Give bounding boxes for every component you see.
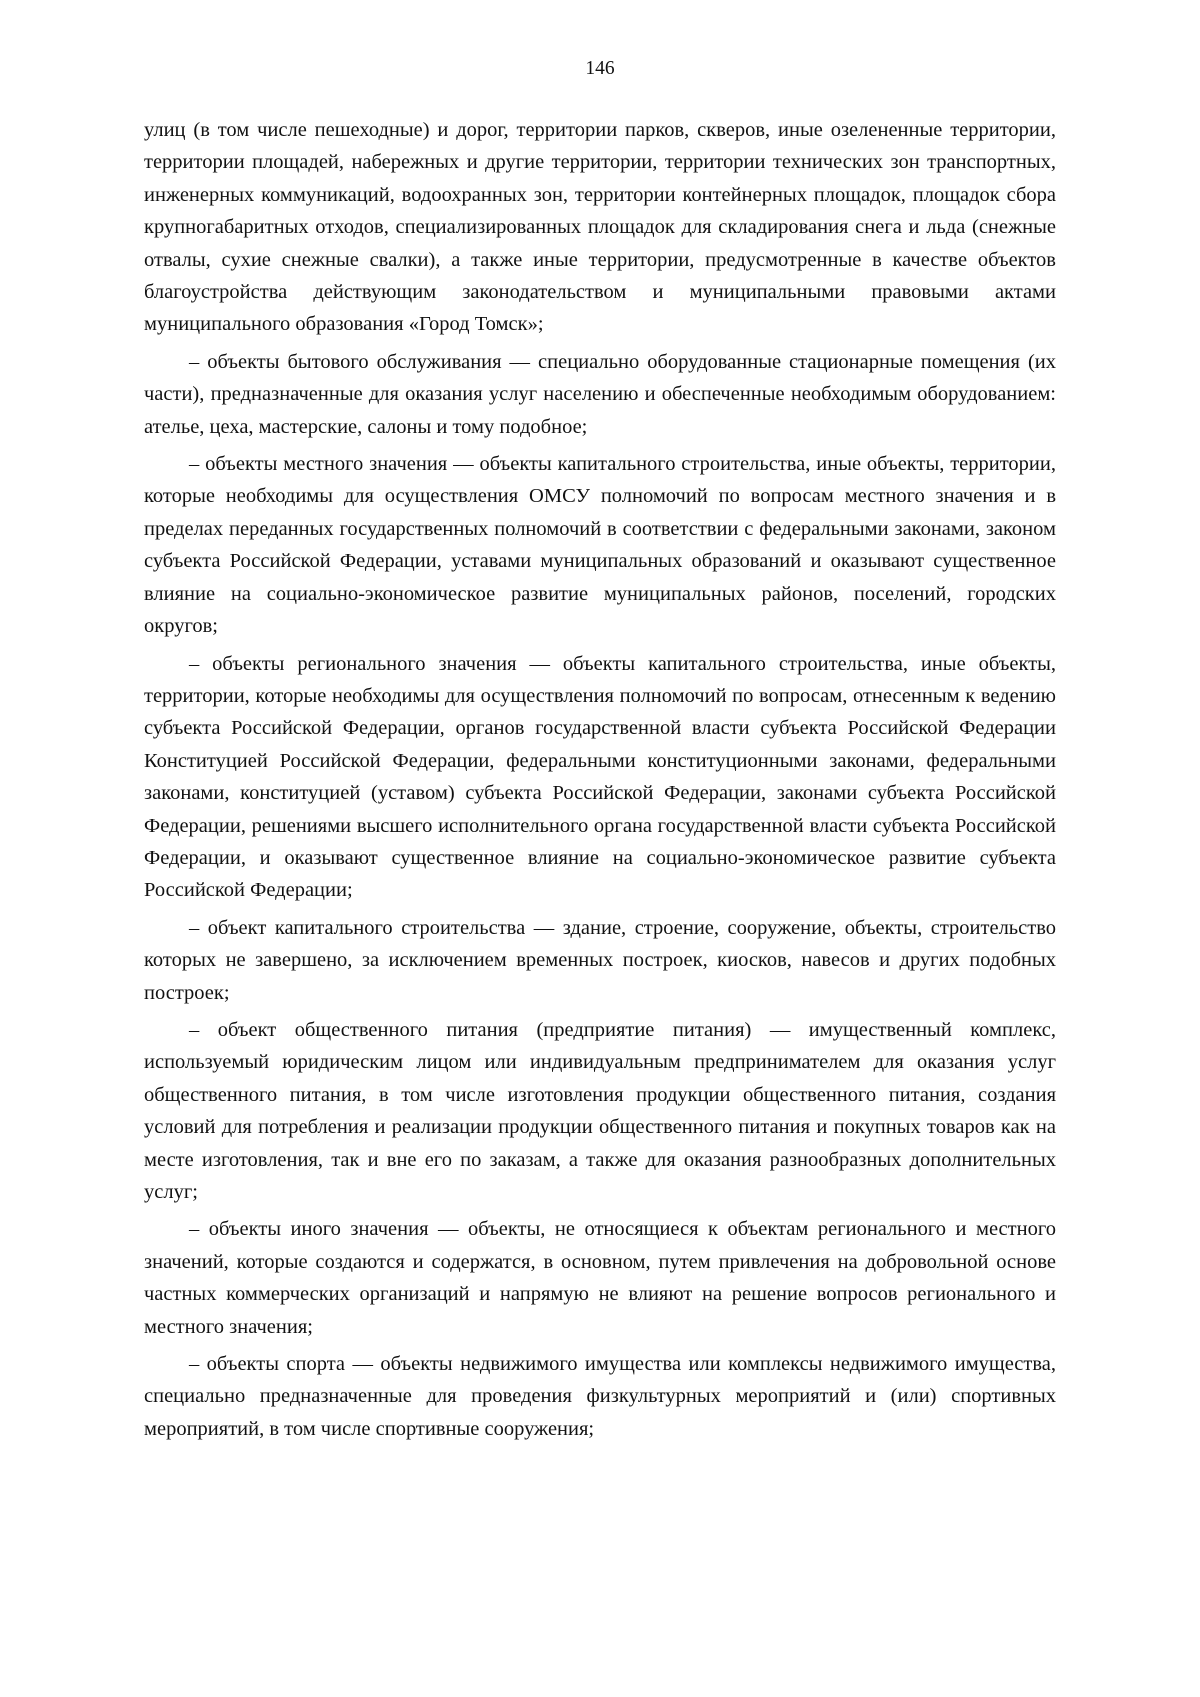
page-number: 146 <box>585 58 615 79</box>
paragraph-definition-local-objects: – объекты местного значения — объекты капитального строительства, иные объекты, территории, которые необходимы для осуществления ОМСУ полномочий по вопросам местного значения и в пределах переданных государственных полномочий в соответствии с федеральными законами, законом субъекта Российской Федерации, уставами муниципальных образований и оказывают существенное влияние на социально-экономическое развитие муниципальных районов, поселений, городских округов; <box>144 453 1056 638</box>
paragraph-definition-regional-objects: – объекты регионального значения — объекты капитального строительства, иные объекты, территории, которые необходимы для осуществления полномочий по вопросам, отнесенным к ведению субъекта Российской Федерации, органов государственной власти субъекта Российской Федерации Конституцией Российской Федерации, федеральными конституционными законами, федеральными законами, конституцией (уставом) субъекта Российской Федерации, законами субъекта Российской Федерации, решениями высшего исполнительного органа государственной власти субъекта Российской Федерации, и оказывают существенное влияние на социально-экономическое развитие субъекта Российской Федерации; <box>144 652 1056 902</box>
paragraph-definition-other-objects: – объекты иного значения — объекты, не относящиеся к объектам регионального и местного значений, которые создаются и содержатся, в основном, путем привлечения на добровольной основе частных коммерческих организаций и напрямую не влияют на решение вопросов регионального и местного значения; <box>144 1218 1056 1338</box>
paragraph-definition-capital-construction: – объект капитального строительства — здание, строение, сооружение, объекты, строительство которых не завершено, за исключением временных построек, киосков, навесов и других подобных построек; <box>144 916 1056 1004</box>
paragraph-continuation: улиц (в том числе пешеходные) и дорог, территории парков, скверов, иные озелененные территории, территории площадей, набережных и другие территории, территории технических зон транспортных, инженерных коммуникаций, водоохранных зон, территории контейнерных площадок, площадок сбора крупногабаритных отходов, специализированных площадок для складирования снега и льда (снежные отвалы, сухие снежные свалки), а также иные территории, предусмотренные в качестве объектов благоустройства действующим законодательством и муниципальными правовыми актами муниципального образования «Город Томск»; <box>144 119 1056 336</box>
paragraph-definition-consumer-services: – объекты бытового обслуживания — специально оборудованные стационарные помещения (их части), предназначенные для оказания услуг населению и обеспеченные необходимым оборудованием: ателье, цеха, мастерские, салоны и тому подобное; <box>144 350 1056 438</box>
document-body <box>144 114 1056 1445</box>
paragraph-definition-catering: – объект общественного питания (предприятие питания) — имущественный комплекс, используемый юридическим лицом или индивидуальным предпринимателем для оказания услуг общественного питания, в том числе изготовления продукции общественного питания, создания условий для потребления и реализации продукции общественного питания и покупных товаров как на месте изготовления, так и вне его по заказам, а также для оказания разнообразных дополнительных услуг; <box>144 1018 1056 1203</box>
paragraph-definition-sports-objects: – объекты спорта — объекты недвижимого имущества или комплексы недвижимого имущества, специально предназначенные для проведения физкультурных мероприятий и (или) спортивных мероприятий, в том числе спортивные сооружения; <box>144 1353 1056 1440</box>
